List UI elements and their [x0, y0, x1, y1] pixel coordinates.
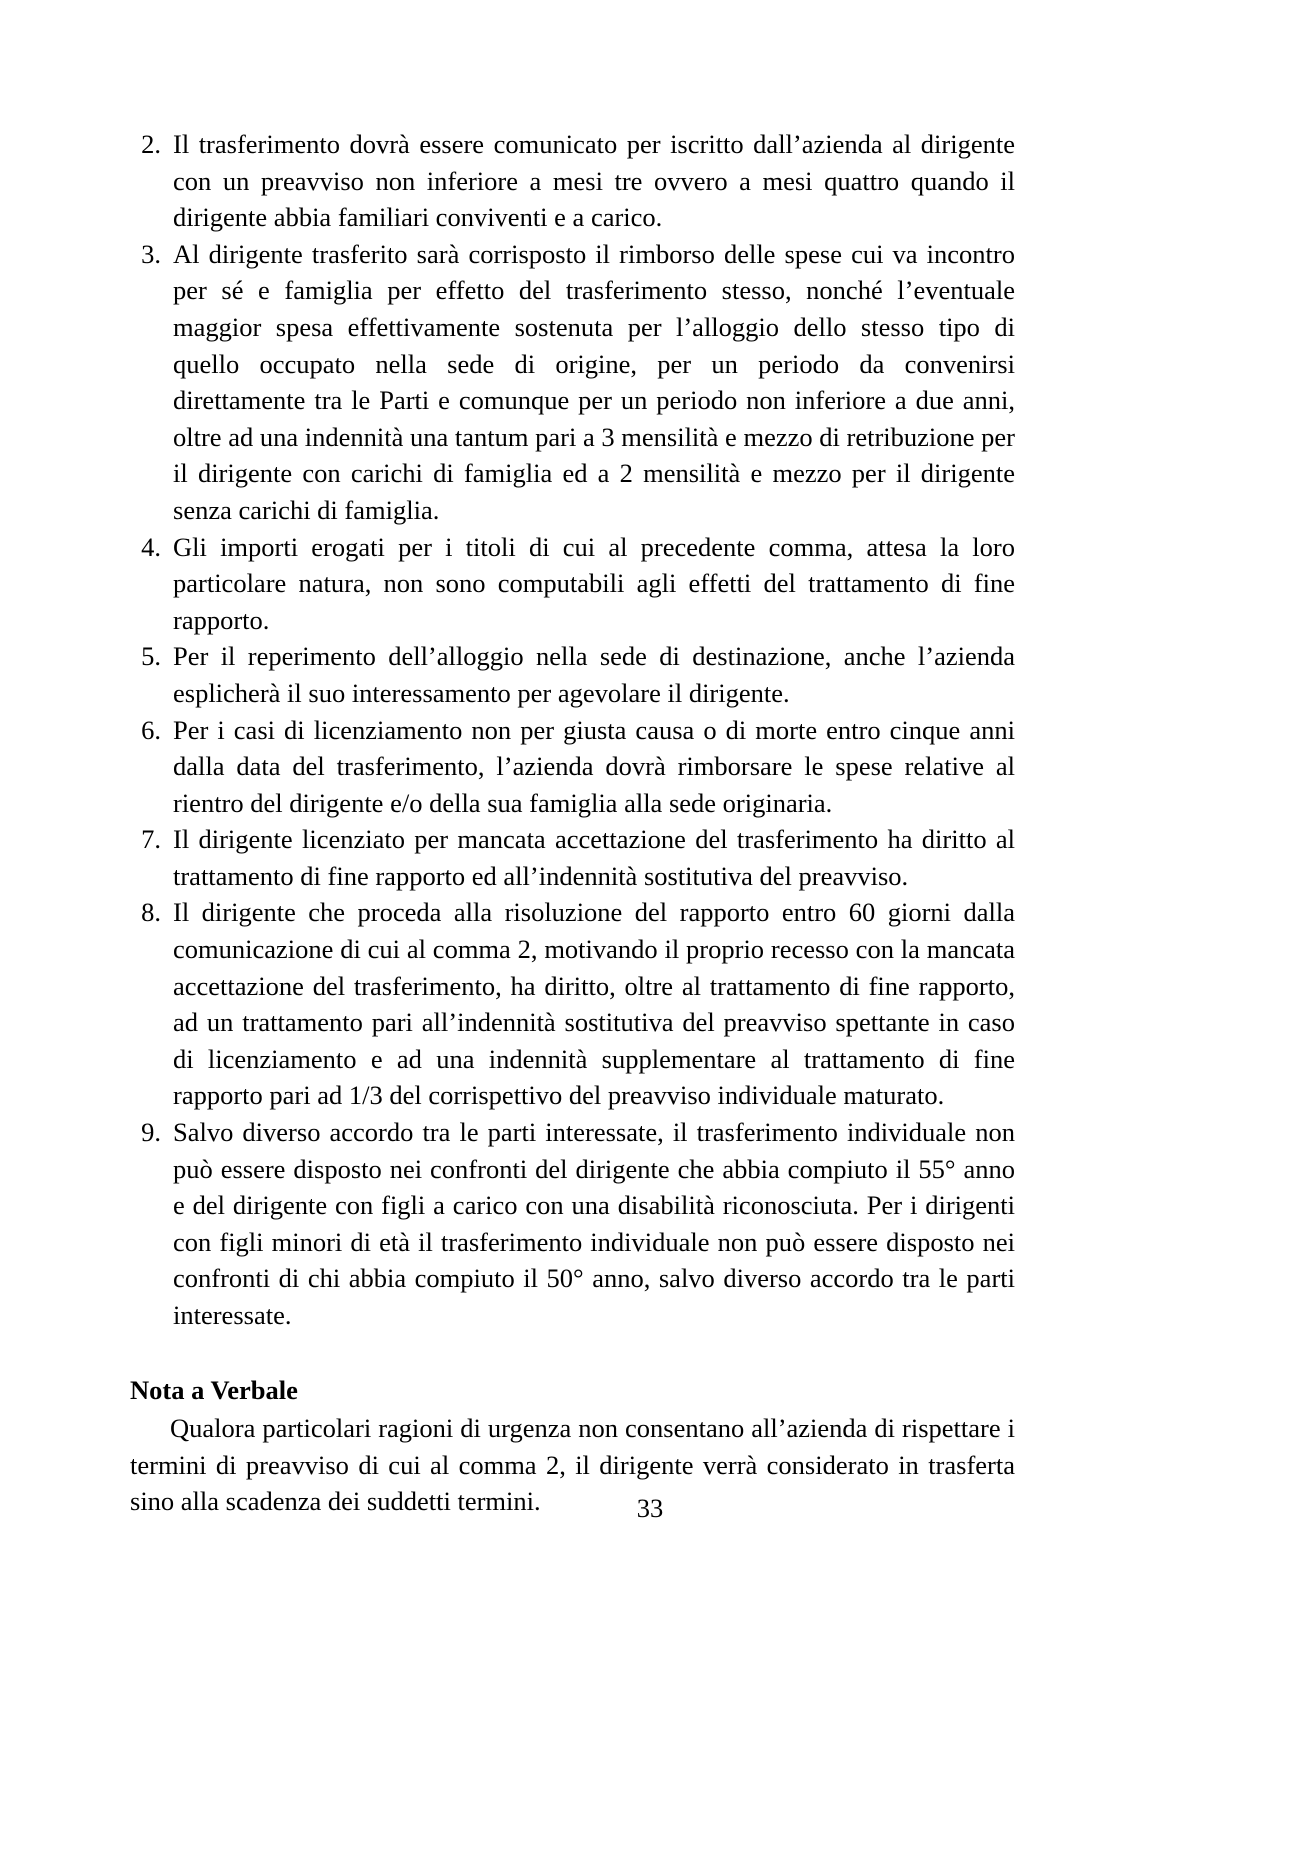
clause-marker: 3. — [141, 238, 161, 269]
clause-item-2 — [130, 126, 1015, 236]
clause-item-9 — [130, 1114, 1015, 1334]
clause-item-7 — [130, 821, 1015, 894]
clause-item-8 — [130, 894, 1015, 1114]
clause-marker: 6. — [141, 714, 161, 745]
note-paragraph: Qualora particolari ragioni di urgenza non consentano all’azienda di rispettare i termini di preavviso di cui al comma 2, il dirigente verrà considerato in trasferta sino alla scadenza dei suddetti termini. — [130, 1413, 1015, 1517]
clause-text: Gli importi erogati per i titoli di cui al precedente comma, attesa la loro particolare natura, non sono computabili agli effetti del trattamento di fine rapporto. — [173, 531, 1015, 635]
clause-item-6 — [130, 712, 1015, 822]
clause-item-3 — [130, 236, 1015, 529]
note-heading: Nota a Verbale — [130, 1374, 298, 1405]
clause-marker: 8. — [141, 897, 161, 928]
clause-item-5 — [130, 638, 1015, 711]
clause-marker: 7. — [141, 824, 161, 855]
clause-list — [130, 126, 1015, 1334]
clause-text: Il trasferimento dovrà essere comunicato per iscritto dall’azienda al dirigente con un preavviso non inferiore a mesi tre ovvero a mesi quattro quando il dirigente abbia familiari conviventi e a carico. — [173, 129, 1015, 233]
document-body — [130, 126, 1015, 1520]
clause-text: Al dirigente trasferito sarà corrisposto il rimborso delle spese cui va incontro per sé e famiglia per effetto del trasferimento stesso, nonché l’eventuale maggior spesa effettivamente sostenuta per l’alloggio dello stesso tipo di quello occupato nella sede di origine, per un periodo da convenirsi direttamente tra le Parti e comunque per un periodo non inferiore a due anni, oltre ad una indennità una tantum pari a 3 mensilità e mezzo di retribuzione per il dirigente con carichi di famiglia ed a 2 mensilità e mezzo per il dirigente senza carichi di famiglia. — [173, 238, 1015, 525]
clause-text: Per i casi di licenziamento non per giusta causa o di morte entro cinque anni dalla data del trasferimento, l’azienda dovrà rimborsare le spese relative al rientro del dirigente e/o della sua famiglia alla sede originaria. — [173, 714, 1015, 818]
clause-marker: 9. — [141, 1117, 161, 1148]
clause-item-4 — [130, 529, 1015, 639]
clause-text: Il dirigente che proceda alla risoluzione del rapporto entro 60 giorni dalla comunicazione di cui al comma 2, motivando il proprio recesso con la mancata accettazione del trasferimento, ha diritto, oltre al trattamento di fine rapporto, ad un trattamento pari all’indennità sostitutiva del preavviso spettante in caso di licenziamento e ad una indennità supplementare al trattamento di fine rapporto pari ad 1/3 del corrispettivo del preavviso individuale maturato. — [173, 897, 1015, 1111]
clause-marker: 5. — [141, 641, 161, 672]
clause-marker: 2. — [141, 129, 161, 159]
clause-text: Per il reperimento dell’alloggio nella sede di destinazione, anche l’azienda esplicherà il suo interessamento per agevolare il dirigente. — [173, 641, 1015, 708]
clause-marker: 4. — [141, 531, 161, 562]
clause-text: Il dirigente licenziato per mancata accettazione del trasferimento ha diritto al trattamento di fine rapporto ed all’indennità sostitutiva del preavviso. — [173, 824, 1015, 891]
clause-text: Salvo diverso accordo tra le parti interessate, il trasferimento individuale non può essere disposto nei confronti del dirigente che abbia compiuto il 55° anno e del dirigente con figli a carico con una disabilità riconosciuta. Per i dirigenti con figli minori di età il trasferimento individuale non può essere disposto nei confronti di chi abbia compiuto il 50° anno, salvo diverso accordo tra le parti interessate. — [173, 1117, 1015, 1330]
page-number: 33 — [636, 1493, 664, 1523]
